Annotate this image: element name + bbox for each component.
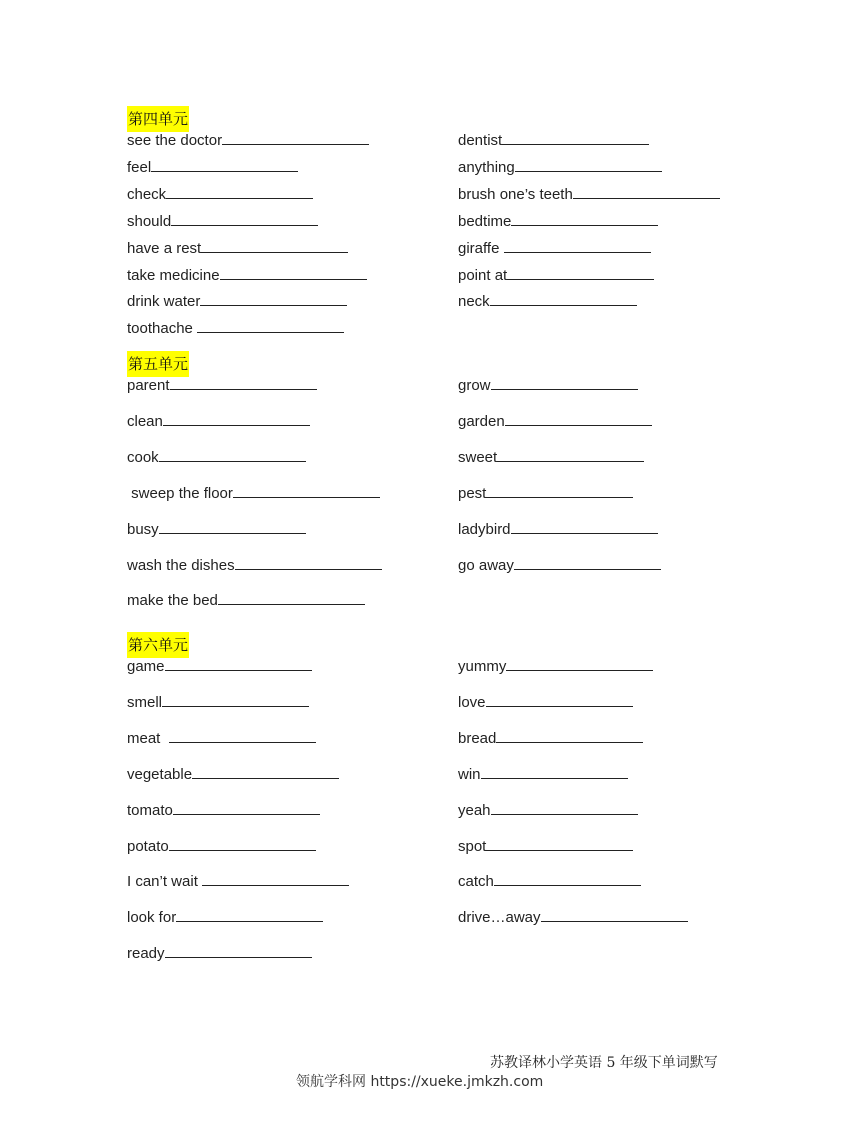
vocab-word: pest bbox=[458, 485, 487, 502]
vocab-item bbox=[458, 448, 644, 468]
vocab-item bbox=[127, 212, 318, 232]
answer-blank bbox=[220, 267, 367, 280]
vocab-word: brush one’s teeth bbox=[458, 186, 573, 203]
vocab-word: look for bbox=[127, 909, 177, 926]
vocab-item bbox=[458, 520, 658, 540]
vocab-item bbox=[458, 657, 653, 677]
vocab-item bbox=[458, 212, 658, 232]
answer-blank bbox=[173, 802, 320, 815]
answer-blank bbox=[165, 945, 312, 958]
vocab-word: wash the dishes bbox=[127, 557, 235, 574]
document-title: 苏教译林小学英语 5 年级下单词默写 bbox=[490, 1055, 718, 1071]
answer-blank bbox=[504, 240, 651, 253]
vocab-word: check bbox=[127, 186, 167, 203]
vocab-word: toothache bbox=[127, 320, 198, 337]
vocab-word: neck bbox=[458, 293, 490, 310]
vocab-item bbox=[458, 837, 633, 857]
answer-blank bbox=[486, 838, 633, 851]
vocab-item bbox=[458, 693, 633, 713]
vocab-word: anything bbox=[458, 159, 515, 176]
vocab-item bbox=[127, 376, 317, 396]
answer-blank bbox=[506, 658, 653, 671]
vocab-item bbox=[458, 292, 637, 312]
vocab-item bbox=[458, 185, 720, 205]
vocab-word: see the doctor bbox=[127, 132, 223, 149]
answer-blank bbox=[176, 909, 323, 922]
answer-blank bbox=[511, 521, 658, 534]
vocab-word: giraffe bbox=[458, 240, 504, 257]
unit6-heading: 第六单元 bbox=[127, 632, 189, 658]
vocab-word: cook bbox=[127, 449, 159, 466]
answer-blank bbox=[159, 521, 306, 534]
vocab-word: dentist bbox=[458, 132, 503, 149]
vocab-word: potato bbox=[127, 838, 169, 855]
vocab-item bbox=[127, 239, 348, 259]
vocab-word: ladybird bbox=[458, 521, 511, 538]
vocab-item bbox=[458, 266, 654, 286]
vocab-word: meat bbox=[127, 730, 169, 747]
vocab-item bbox=[127, 266, 367, 286]
vocab-item bbox=[127, 448, 306, 468]
unit4-heading: 第四单元 bbox=[127, 106, 189, 132]
vocab-word: catch bbox=[458, 873, 494, 890]
answer-blank bbox=[218, 592, 365, 605]
vocab-item bbox=[458, 412, 652, 432]
answer-blank bbox=[502, 132, 649, 145]
vocab-item bbox=[127, 319, 344, 339]
answer-blank bbox=[169, 838, 316, 851]
answer-blank bbox=[541, 909, 688, 922]
answer-blank bbox=[486, 694, 633, 707]
answer-blank bbox=[235, 557, 382, 570]
vocab-word: ready bbox=[127, 945, 165, 962]
vocab-item bbox=[127, 765, 339, 785]
vocab-item bbox=[458, 556, 661, 576]
vocab-word: win bbox=[458, 766, 481, 783]
vocab-word: spot bbox=[458, 838, 487, 855]
answer-blank bbox=[197, 320, 344, 333]
answer-blank bbox=[486, 485, 633, 498]
vocab-item bbox=[127, 520, 306, 540]
answer-blank bbox=[573, 186, 720, 199]
vocab-item bbox=[458, 729, 643, 749]
answer-blank bbox=[165, 658, 312, 671]
vocab-item bbox=[458, 484, 633, 504]
site-footer: 领航学科网 https://xueke.jmkzh.com bbox=[296, 1074, 544, 1090]
vocab-item bbox=[458, 801, 638, 821]
unit5-heading: 第五单元 bbox=[127, 351, 189, 377]
vocab-item bbox=[127, 944, 312, 964]
vocab-item bbox=[127, 292, 347, 312]
vocab-word: drive…away bbox=[458, 909, 541, 926]
answer-blank bbox=[515, 159, 662, 172]
vocab-item bbox=[127, 484, 380, 504]
vocab-word: take medicine bbox=[127, 267, 220, 284]
answer-blank bbox=[166, 186, 313, 199]
answer-blank bbox=[171, 213, 318, 226]
vocab-word: grow bbox=[458, 377, 491, 394]
vocab-word: tomato bbox=[127, 802, 173, 819]
vocab-word: love bbox=[458, 694, 486, 711]
answer-blank bbox=[169, 730, 316, 743]
vocab-item bbox=[127, 729, 316, 749]
vocab-item bbox=[458, 765, 628, 785]
answer-blank bbox=[200, 293, 347, 306]
vocab-word: smell bbox=[127, 694, 163, 711]
vocab-item bbox=[458, 376, 638, 396]
answer-blank bbox=[170, 377, 317, 390]
vocab-item bbox=[127, 158, 298, 178]
vocab-item bbox=[458, 239, 651, 259]
answer-blank bbox=[505, 413, 652, 426]
vocab-item bbox=[127, 908, 323, 928]
vocab-word: I can’t wait bbox=[127, 873, 203, 890]
vocab-item bbox=[127, 412, 310, 432]
vocab-item bbox=[127, 591, 365, 611]
vocab-word: clean bbox=[127, 413, 163, 430]
vocab-word: bread bbox=[458, 730, 497, 747]
answer-blank bbox=[233, 485, 380, 498]
vocab-item bbox=[127, 872, 349, 892]
answer-blank bbox=[159, 449, 306, 462]
vocab-word: have a rest bbox=[127, 240, 202, 257]
answer-blank bbox=[481, 766, 628, 779]
answer-blank bbox=[163, 413, 310, 426]
vocab-item bbox=[127, 556, 382, 576]
vocab-word: busy bbox=[127, 521, 159, 538]
answer-blank bbox=[494, 873, 641, 886]
vocab-item bbox=[127, 131, 369, 151]
answer-blank bbox=[496, 730, 643, 743]
vocab-word: yummy bbox=[458, 658, 507, 675]
vocab-word: bedtime bbox=[458, 213, 512, 230]
vocab-item bbox=[127, 185, 313, 205]
vocab-item bbox=[127, 801, 320, 821]
vocab-item bbox=[458, 158, 662, 178]
answer-blank bbox=[491, 802, 638, 815]
vocab-word: drink water bbox=[127, 293, 201, 310]
vocab-item bbox=[458, 131, 649, 151]
answer-blank bbox=[514, 557, 661, 570]
vocab-item bbox=[458, 908, 688, 928]
vocab-word: point at bbox=[458, 267, 508, 284]
vocab-item bbox=[127, 837, 316, 857]
answer-blank bbox=[490, 293, 637, 306]
vocab-word: should bbox=[127, 213, 172, 230]
answer-blank bbox=[202, 873, 349, 886]
vocab-word: yeah bbox=[458, 802, 491, 819]
answer-blank bbox=[192, 766, 339, 779]
answer-blank bbox=[162, 694, 309, 707]
vocab-word: go away bbox=[458, 557, 514, 574]
answer-blank bbox=[201, 240, 348, 253]
vocab-item bbox=[127, 693, 309, 713]
vocab-word: feel bbox=[127, 159, 152, 176]
vocab-word: game bbox=[127, 658, 165, 675]
vocab-word: vegetable bbox=[127, 766, 193, 783]
vocab-word: sweet bbox=[458, 449, 498, 466]
answer-blank bbox=[497, 449, 644, 462]
answer-blank bbox=[151, 159, 298, 172]
answer-blank bbox=[511, 213, 658, 226]
vocab-item bbox=[127, 657, 312, 677]
vocab-word: garden bbox=[458, 413, 505, 430]
vocab-word: parent bbox=[127, 377, 170, 394]
answer-blank bbox=[491, 377, 638, 390]
answer-blank bbox=[222, 132, 369, 145]
vocab-word: sweep the floor bbox=[127, 485, 233, 502]
vocab-word: make the bed bbox=[127, 592, 218, 609]
answer-blank bbox=[507, 267, 654, 280]
vocab-item bbox=[458, 872, 641, 892]
